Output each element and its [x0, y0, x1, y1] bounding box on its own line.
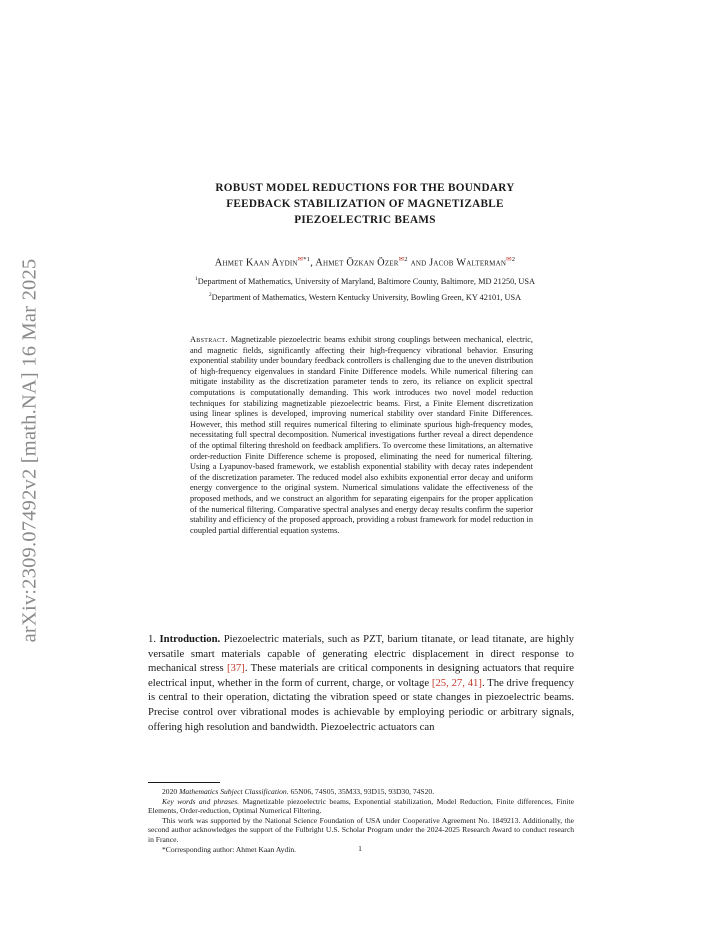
keywords-text: Magnetizable piezoelectric beams, Exponential stabilization, Model Reduction, Finite differences, Finite Elements, Order-reduction, Optimal Numerical Filtering.: [148, 796, 574, 816]
msc-year: 2020: [162, 787, 178, 796]
section-number: 1.: [148, 633, 157, 645]
arxiv-stamp: [8, 225, 52, 675]
msc-label: Mathematics Subject Classification.: [179, 787, 289, 796]
author-list: [130, 255, 600, 268]
author-1-marks: *1: [303, 256, 311, 263]
footnote-msc: [148, 787, 574, 797]
footnote-keywords: [148, 797, 574, 816]
affiliation-2: [130, 292, 600, 302]
intro-text-1: Piezoelectric materials, such as PZT, barium titanate, or lead titanate, are highly versatile smart materials capable of generating electric displacement in direct response to mechanical stress: [148, 633, 575, 675]
affiliation-1-text: Department of Mathematics, University of Maryland, Baltimore County, Baltimore, MD 21250, USA: [197, 276, 536, 286]
author-3[interactable]: Jacob Walterman: [429, 257, 507, 269]
email-icon[interactable]: ✉: [297, 256, 304, 263]
author-2-marks: 2: [404, 256, 408, 263]
intro-text-2: . These materials are critical components in designing actuators that require electrical input, whether in the form of current, charge, or voltage: [148, 662, 574, 689]
citation-link[interactable]: [25, 27, 41]: [431, 676, 482, 689]
abstract-text: Magnetizable piezoelectric beams exhibit strong couplings between mechanical, electric, and magnetic fields, significantly affecting their high-frequency vibrational behavior. Ensuring exponential stability under boundary feedback controllers is challenging due to the uneven distribution of high-frequency eigenvalues in standard Finite Difference models. While numerical filtering can mitigate instability as the discretization parameter tends to zero, its reliance on explicit spectral computations is computationally demanding. This work introduces two novel model reduction techniques for stabilizing magnetizable piezoelectric beams. First, a Finite Element discretization using linear splines is developed, improving numerical stability over standard Finite Differences. However, this method still requires numerical filtering to eliminate spurious high-frequency modes, necessitating full spectral decomposition. Numerical investigations further reveal a direct dependence of the optimal filtering threshold on feedback amplifiers. To overcome these limitations, an alternative order-reduction Finite Difference scheme is proposed, eliminating the need for numerical filtering. Using a Lyapunov-based framework, we establish exponential stability with decay rates independent of the discretization parameter. The reduced model also exhibits exponential error decay and uniform energy convergence to the original system. Numerical simulations validate the effectiveness of the proposed methods, and we construct an algorithm for separating eigenpairs for the proper application of the numerical filtering. Comparative spectral analyses and energy decay results confirm the superior stability and efficiency of the proposed approach, providing a robust framework for model reduction in coupled partial differential equation systems.: [190, 335, 534, 535]
affiliation-2-text: Department of Mathematics, Western Kentucky University, Bowling Green, KY 42101, USA: [211, 292, 522, 302]
keywords-label: Key words and phrases.: [162, 796, 240, 806]
affiliation-2-number: 2: [208, 292, 212, 298]
msc-codes: 65N06, 74S05, 35M33, 93D15, 93D30, 74S20.: [290, 787, 435, 796]
email-icon[interactable]: ✉: [506, 256, 512, 263]
abstract-label: Abstract.: [190, 335, 228, 344]
affiliation-1: [130, 276, 600, 286]
citation-link[interactable]: [37]: [227, 662, 245, 675]
author-3-marks: 2: [511, 256, 516, 263]
abstract: [190, 335, 533, 536]
author-separator: ,: [310, 257, 313, 269]
author-1[interactable]: Ahmet Kaan Aydin: [214, 257, 298, 269]
email-icon[interactable]: ✉: [398, 256, 405, 263]
introduction-section: [148, 632, 574, 734]
footnote-divider: [148, 782, 220, 783]
intro-text-3: . The drive frequency is central to their operation, dictating the vibration speed or state changes in piezoelectric beams. Precise control over vibrational modes is achievable by employing periodic or arbitrary signals, offering high resolution and bandwidth. Piezoelectric actuators can: [148, 676, 574, 733]
arxiv-identifier: arXiv:2309.07492v2 [math.NA] 16 Mar 2025: [18, 258, 41, 642]
section-heading: Introduction.: [159, 633, 221, 645]
page-number: 1: [358, 844, 362, 853]
title-line-2: FEEDBACK STABILIZATION OF MAGNETIZABLE: [226, 198, 504, 210]
affiliation-1-number: 1: [194, 276, 198, 282]
paper-title: [150, 180, 580, 228]
title-line-3: PIEZOELECTRIC BEAMS: [294, 214, 436, 226]
footnote-corresponding: *Corresponding author: Ahmet Kaan Aydin.: [162, 844, 297, 854]
author-2[interactable]: Ahmet Özkan Özer: [315, 257, 399, 269]
title-line-1: ROBUST MODEL REDUCTIONS FOR THE BOUNDARY: [215, 182, 515, 194]
footnote-support: This work was supported by the National Science Foundation of USA under Cooperative Agreement No. 1849213. Additionally, the second author acknowledges the support of the Fulbright U.S. Scholar Program under the 2024-2025 Research Award to conduct research in France.: [148, 815, 574, 844]
author-conjunction: and: [410, 257, 427, 269]
